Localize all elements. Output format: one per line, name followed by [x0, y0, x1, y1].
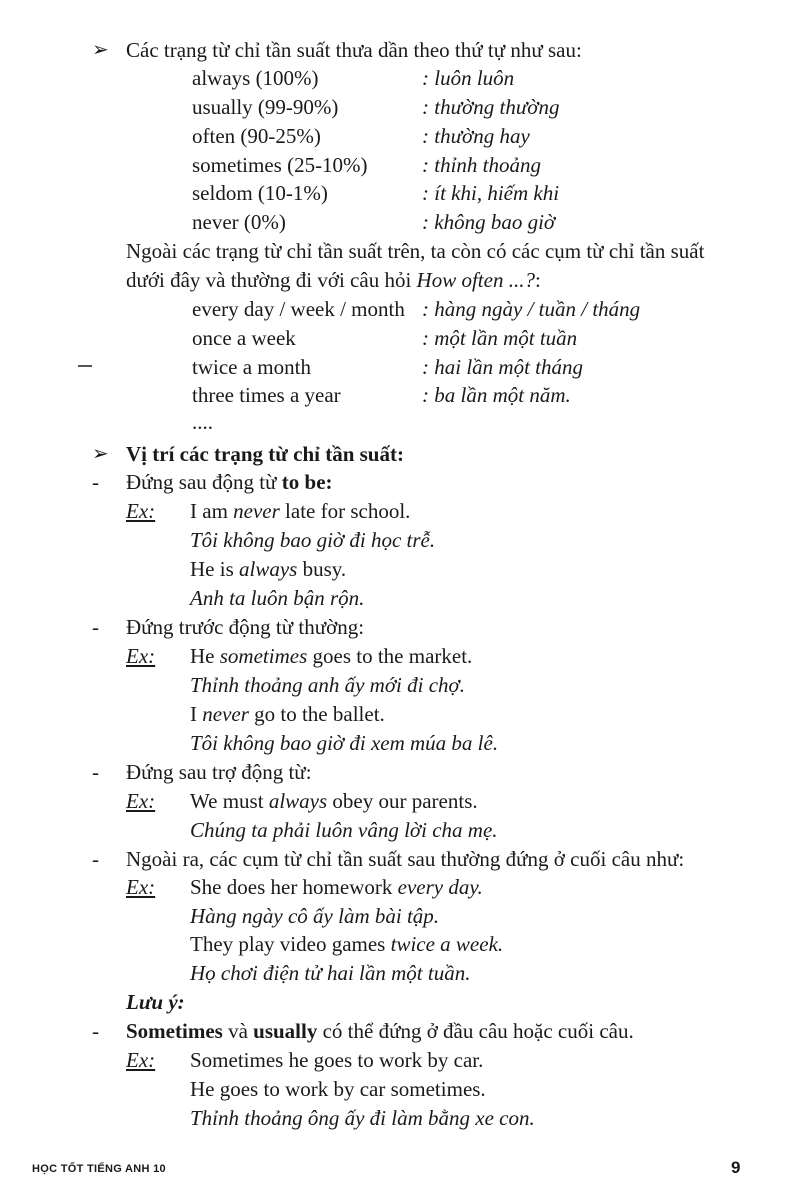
adverb-en: seldom (10-1%): [192, 181, 328, 205]
phrase-vi: : một lần một tuần: [422, 326, 578, 350]
phrase-vi: : hàng ngày / tuần / tháng: [422, 297, 641, 321]
dash-bullet: -: [92, 847, 99, 871]
adverb-vi: : luôn luôn: [422, 66, 515, 90]
adverb-en: often (90-25%): [192, 124, 321, 148]
adverb-en: always (100%): [192, 66, 319, 90]
rule2-text: Đứng trước động từ thường:: [126, 615, 365, 639]
example-sentence: He is always busy.: [190, 557, 347, 581]
example-sentence: Sometimes he goes to work by car.: [190, 1048, 484, 1072]
question-phrase: How often ...?: [416, 268, 535, 292]
adverb-vi: : không bao giờ: [422, 210, 556, 234]
dash-bullet: -: [92, 615, 99, 639]
adverb-en: never (0%): [192, 210, 286, 234]
scan-mark-icon: [78, 364, 92, 368]
example-sentence: I never go to the ballet.: [190, 702, 385, 726]
dash-bullet: -: [92, 1019, 99, 1043]
dash-bullet: -: [92, 470, 99, 494]
example-sentence: We must always obey our parents.: [190, 789, 478, 813]
ellipsis: ....: [192, 410, 213, 434]
example-label: Ex:: [126, 1048, 156, 1072]
example-label: Ex:: [126, 789, 156, 813]
example-translation: Tôi không bao giờ đi học trễ.: [190, 528, 436, 552]
example-sentence: She does her homework every day.: [190, 875, 483, 899]
note-label: Lưu ý:: [126, 990, 185, 1014]
example-translation: Họ chơi điện tử hai lần một tuần.: [190, 961, 471, 985]
example-translation: Hàng ngày cô ấy làm bài tập.: [190, 904, 440, 928]
footer-book-title: HỌC TỐT TIẾNG ANH 10: [32, 1163, 166, 1175]
example-translation: Thỉnh thoảng anh ấy mới đi chợ.: [190, 673, 465, 697]
rule1-text: Đứng sau động từ to be:: [126, 470, 333, 494]
example-label: Ex:: [126, 875, 156, 899]
example-sentence: I am never late for school.: [190, 499, 411, 523]
phrase-en: three times a year: [192, 383, 341, 407]
example-sentence: They play video games twice a week.: [190, 932, 504, 956]
page-number: 9: [731, 1158, 741, 1177]
intro-heading: Các trạng từ chỉ tần suất thưa dần theo thứ tự như sau:: [126, 38, 582, 62]
rule4-text: Ngoài ra, các cụm từ chỉ tần suất sau thường đứng ở cuối câu như:: [126, 847, 685, 871]
arrow-bullet-icon: ➢: [92, 443, 109, 465]
adverb-en: sometimes (25-10%): [192, 153, 368, 177]
phrase-en: every day / week / month: [192, 297, 405, 321]
phrases-intro-line1: Ngoài các trạng từ chỉ tần suất trên, ta còn có các cụm từ chỉ tần suất: [126, 239, 705, 263]
example-sentence: He sometimes goes to the market.: [190, 644, 473, 668]
rule3-text: Đứng sau trợ động từ:: [126, 760, 312, 784]
phrase-en: once a week: [192, 326, 296, 350]
example-translation: Chúng ta phải luôn vâng lời cha mẹ.: [190, 818, 498, 842]
adverb-vi: : thỉnh thoảng: [422, 153, 541, 177]
adverb-en: usually (99-90%): [192, 95, 339, 119]
example-label: Ex:: [126, 644, 156, 668]
adverb-vi: : ít khi, hiếm khi: [422, 181, 560, 205]
example-translation: Anh ta luôn bận rộn.: [190, 586, 365, 610]
example-sentence: He goes to work by car sometimes.: [190, 1077, 486, 1101]
phrase-vi: : hai lần một tháng: [422, 355, 583, 379]
example-translation: Tôi không bao giờ đi xem múa ba lê.: [190, 731, 499, 755]
phrase-en: twice a month: [192, 355, 311, 379]
example-translation: Thỉnh thoảng ông ấy đi làm bằng xe con.: [190, 1106, 535, 1130]
phrase-vi: : ba lần một năm.: [422, 383, 571, 407]
example-label: Ex:: [126, 499, 156, 523]
phrases-intro-line2: dưới đây và thường đi với câu hỏi How often ...?:: [126, 268, 541, 292]
adverb-vi: : thường hay: [422, 124, 530, 148]
position-heading: Vị trí các trạng từ chỉ tần suất:: [126, 442, 404, 466]
arrow-bullet-icon: ➢: [92, 39, 109, 61]
note-text: Sometimes và usually có thể đứng ở đầu câu hoặc cuối câu.: [126, 1019, 634, 1043]
adverb-vi: : thường thường: [422, 95, 560, 119]
dash-bullet: -: [92, 760, 99, 784]
